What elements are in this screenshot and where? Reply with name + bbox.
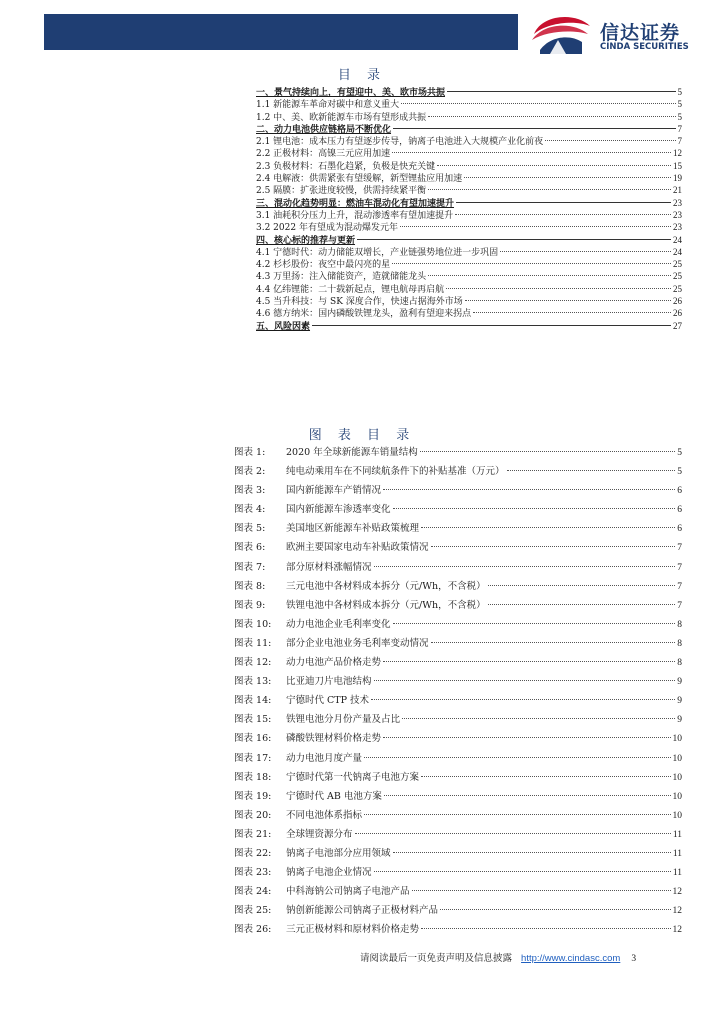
- figure-list-entry[interactable]: [234, 443, 682, 462]
- dot-leader: [428, 189, 671, 190]
- dot-leader: [393, 128, 675, 129]
- figure-page: 12: [672, 906, 682, 917]
- figure-list-entry[interactable]: [234, 901, 682, 920]
- dot-leader: [374, 680, 676, 681]
- dot-leader: [428, 275, 671, 276]
- toc-entry-page: 21: [673, 185, 682, 196]
- toc-section-entry[interactable]: [256, 123, 682, 135]
- toc-entry-label: 2.1 锂电池：成本压力有望逐步传导，钠离子电池进入大规模产业化前夜: [256, 137, 544, 148]
- figure-list-entry[interactable]: [234, 863, 682, 882]
- toc-subsection-entry[interactable]: [256, 246, 682, 258]
- figure-number: 图表 16:: [234, 733, 272, 745]
- dot-leader: [393, 508, 676, 509]
- dot-leader: [393, 852, 671, 853]
- figure-label: 2020 年全球新能源车销量结构: [286, 447, 418, 458]
- figure-label: 动力电池企业毛利率变化: [286, 618, 391, 630]
- figure-number: 图表 13:: [234, 676, 272, 688]
- figure-label: 钠离子电池部分应用领域: [286, 847, 391, 859]
- logo-text-cn: 信达证券: [600, 22, 681, 44]
- figure-page: 8: [677, 638, 682, 649]
- dot-leader: [392, 152, 671, 153]
- toc-subsection-entry[interactable]: [256, 111, 682, 123]
- figure-label: 磷酸铁锂材料价格走势: [286, 733, 382, 745]
- figure-list-entry[interactable]: [234, 806, 682, 825]
- dot-leader: [455, 214, 671, 215]
- dot-leader: [384, 795, 671, 796]
- dot-leader: [420, 451, 676, 452]
- figure-page: 11: [672, 868, 682, 879]
- dot-leader: [464, 177, 671, 178]
- figure-label: 钠创新能源公司钠离子正极材料产品: [286, 905, 439, 917]
- figure-label: 部分原材料涨幅情况: [286, 561, 372, 573]
- figure-label: 动力电池产品价格走势: [286, 657, 382, 669]
- figure-list-entry[interactable]: [234, 577, 682, 596]
- figure-label: 钠离子电池企业情况: [286, 867, 372, 879]
- figure-list-entry[interactable]: [234, 500, 682, 519]
- toc-entry-label: 三、混动化趋势明显：燃油车混动化有望加速提升: [256, 198, 455, 209]
- toc-entry-label: 2.4 电解液：供需紧张有望缓解，新型锂盐应用加速: [256, 174, 463, 185]
- footer-disclaimer: 请阅读最后一页免责声明及信息披露: [360, 953, 513, 964]
- toc-section-entry[interactable]: [256, 234, 682, 246]
- toc-subsection-entry[interactable]: [256, 172, 682, 184]
- toc-entry-label: 四、核心标的推荐与更新: [256, 235, 356, 246]
- figure-list-entry[interactable]: [234, 615, 682, 634]
- dot-leader: [400, 226, 671, 227]
- dot-leader: [364, 757, 670, 758]
- figure-list-entry[interactable]: [234, 653, 682, 672]
- toc-entry-page: 19: [673, 173, 682, 184]
- dot-leader: [431, 546, 676, 547]
- figure-number: 图表 3:: [234, 485, 266, 497]
- toc-entry-page: 23: [673, 197, 682, 208]
- dot-leader: [428, 116, 675, 117]
- dot-leader: [488, 585, 676, 586]
- figure-label: 宁德时代 CTP 技术: [286, 695, 370, 707]
- toc-entry-page: 25: [673, 271, 682, 282]
- toc-entry-page: 15: [673, 160, 682, 171]
- figure-number: 图表 8:: [234, 580, 266, 592]
- toc-entry-page: 27: [673, 320, 682, 331]
- toc-entry-page: 12: [673, 148, 682, 159]
- dot-leader: [446, 288, 671, 289]
- toc-subsection-entry[interactable]: [256, 221, 682, 233]
- figure-label: 纯电动乘用车在不同续航条件下的补贴基准（万元）: [286, 466, 505, 478]
- toc-entry-page: 26: [673, 308, 682, 319]
- figure-page: 7: [677, 600, 682, 611]
- figure-list-entry[interactable]: [234, 825, 682, 844]
- dot-leader: [545, 140, 675, 141]
- dot-leader: [392, 263, 671, 264]
- figure-label: 动力电池月度产量: [286, 752, 363, 764]
- toc-subsection-entry[interactable]: [256, 283, 682, 295]
- figure-list-entry[interactable]: [234, 710, 682, 729]
- figure-list-entry[interactable]: [234, 920, 682, 939]
- figure-number: 图表 9:: [234, 599, 266, 611]
- figure-page: 12: [672, 925, 682, 936]
- toc-entry-page: 26: [673, 296, 682, 307]
- logo-mark-icon: [528, 10, 594, 56]
- toc-entry-page: 25: [673, 259, 682, 270]
- toc-entry-label: 4.3 万里扬：注入储能资产，造就储能龙头: [256, 272, 427, 283]
- figure-list-entry[interactable]: [234, 787, 682, 806]
- dot-leader: [355, 833, 671, 834]
- toc-entry-page: 5: [677, 111, 682, 122]
- toc-title: 目 录: [337, 68, 387, 83]
- figure-number: 图表 22:: [234, 847, 272, 859]
- toc-subsection-entry[interactable]: [256, 270, 682, 282]
- toc-entry-label: 2.5 隔膜：扩张进度较慢，供需持续紧平衡: [256, 186, 427, 197]
- figure-list-entry[interactable]: [234, 729, 682, 748]
- toc-entry-label: 二、动力电池供应链格局不断优化: [256, 124, 392, 135]
- toc-subsection-entry[interactable]: [256, 147, 682, 159]
- dot-leader: [402, 718, 675, 719]
- toc-entry-page: 5: [677, 87, 682, 97]
- figure-page: 10: [672, 791, 682, 802]
- toc-entry-label: 1.2 中、美、欧新能源车市场有望形成共振: [256, 112, 427, 123]
- toc-subsection-entry[interactable]: [256, 160, 682, 172]
- dot-leader: [383, 489, 675, 490]
- figure-page: 10: [672, 753, 682, 764]
- figure-number: 图表 5:: [234, 523, 266, 535]
- figure-page: 9: [677, 677, 682, 688]
- figure-number: 图表 14:: [234, 695, 272, 707]
- figure-label: 比亚迪刀片电池结构: [286, 676, 372, 688]
- toc-section-entry[interactable]: [256, 197, 682, 209]
- toc-entry-label: 3.2 2022 年有望成为混动爆发元年: [256, 223, 398, 234]
- figure-list-entry[interactable]: [234, 558, 682, 577]
- dot-leader: [401, 103, 675, 104]
- figure-page: 7: [677, 562, 682, 573]
- dot-leader: [371, 699, 675, 700]
- page-footer: [360, 950, 690, 964]
- figure-list-entry[interactable]: [234, 672, 682, 691]
- dot-leader: [421, 776, 670, 777]
- figure-page: 6: [677, 505, 682, 516]
- figure-page: 9: [677, 696, 682, 707]
- dot-leader: [447, 91, 675, 92]
- figure-list-entry[interactable]: [234, 882, 682, 901]
- toc-entry-label: 3.1 油耗积分压力上升，混动渗透率有望加速提升: [256, 210, 454, 221]
- figure-label: 美国地区新能源车补贴政策梳理: [286, 523, 420, 535]
- toc-entry-page: 24: [673, 234, 682, 245]
- figure-label: 宁德时代 AB 电池方案: [286, 790, 382, 802]
- figure-number: 图表 2:: [234, 466, 266, 478]
- figure-list-entry[interactable]: [234, 481, 682, 500]
- toc-entry-page: 23: [673, 222, 682, 233]
- figure-number: 图表 11:: [234, 637, 272, 649]
- figure-page: 9: [677, 715, 682, 726]
- dot-leader: [312, 325, 671, 326]
- toc-entry-label: 2.2 正极材料：高镍三元应用加速: [256, 149, 391, 160]
- toc-entry-label: 2.3 负极材料：石墨化趋紧，负极是快充关键: [256, 161, 436, 172]
- figure-list-entry[interactable]: [234, 538, 682, 557]
- toc-entry-label: 1.1 新能源车革命对碳中和意义重大: [256, 100, 400, 111]
- toc-subsection-entry[interactable]: [256, 295, 682, 307]
- figure-number: 图表 25:: [234, 905, 272, 917]
- toc-entry-page: 5: [677, 99, 682, 110]
- figure-page: 7: [677, 543, 682, 554]
- figure-label: 不同电池体系指标: [286, 809, 363, 821]
- figure-list-title: 图 表 目 录: [308, 428, 416, 443]
- figure-number: 图表 21:: [234, 828, 272, 840]
- toc-entry-page: 25: [673, 283, 682, 294]
- figure-list-entry[interactable]: [234, 768, 682, 787]
- toc-entry-label: 一、景气持续向上，有望迎中、美、欧市场共振: [256, 88, 446, 98]
- figure-number: 图表 18:: [234, 771, 272, 783]
- figure-number: 图表 20:: [234, 809, 272, 821]
- figure-page: 8: [677, 619, 682, 630]
- figure-list-entry[interactable]: [234, 462, 682, 481]
- dot-leader: [364, 814, 670, 815]
- page-number: 3: [631, 954, 637, 964]
- figure-number: 图表 4:: [234, 504, 266, 516]
- dot-leader: [412, 890, 671, 891]
- toc-entry-page: 7: [677, 123, 682, 134]
- dot-leader: [374, 871, 671, 872]
- dot-leader: [383, 661, 675, 662]
- dot-leader: [431, 642, 676, 643]
- figure-list-entry[interactable]: [234, 596, 682, 615]
- figure-list-entry[interactable]: [234, 691, 682, 710]
- toc-subsection-entry[interactable]: [256, 184, 682, 196]
- header-band: [44, 14, 518, 50]
- figure-number: 图表 17:: [234, 752, 272, 764]
- figure-page: 11: [672, 848, 682, 859]
- figure-page: 8: [677, 658, 682, 669]
- figure-number: 图表 12:: [234, 657, 272, 669]
- figure-number: 图表 24:: [234, 886, 272, 898]
- dot-leader: [473, 312, 671, 313]
- figure-list-entry[interactable]: [234, 519, 682, 538]
- company-logo: [528, 10, 718, 56]
- dot-leader: [421, 928, 670, 929]
- dot-leader: [421, 527, 675, 528]
- figure-number: 图表 7:: [234, 561, 266, 573]
- toc-section-entry[interactable]: [256, 86, 682, 98]
- table-of-contents: [256, 86, 682, 332]
- figure-page: 12: [672, 887, 682, 898]
- figure-page: 6: [677, 486, 682, 497]
- toc-entry-label: 4.6 德方纳米：国内磷酸铁锂龙头，盈利有望迎来拐点: [256, 309, 472, 320]
- figure-number: 图表 23:: [234, 867, 272, 879]
- figure-label: 铁锂电池中各材料成本拆分（元/Wh，不含税）: [286, 599, 486, 611]
- toc-entry-page: 7: [677, 136, 682, 147]
- toc-subsection-entry[interactable]: [256, 258, 682, 270]
- figure-page: 7: [677, 581, 682, 592]
- dot-leader: [488, 604, 676, 605]
- logo-text-en: CINDA SECURITIES: [600, 42, 689, 52]
- figure-page: 10: [672, 772, 682, 783]
- dot-leader: [374, 566, 676, 567]
- figure-number: 图表 26:: [234, 924, 272, 936]
- figure-number: 图表 1:: [234, 447, 266, 458]
- toc-subsection-entry[interactable]: [256, 135, 682, 147]
- figure-label: 欧洲主要国家电动车补贴政策情况: [286, 542, 429, 554]
- figure-list-entry[interactable]: [234, 749, 682, 768]
- dot-leader: [393, 623, 676, 624]
- figure-page: 6: [677, 524, 682, 535]
- dot-leader: [456, 202, 671, 203]
- toc-subsection-entry[interactable]: [256, 209, 682, 221]
- dot-leader: [465, 300, 671, 301]
- toc-entry-label: 4.5 当升科技：与 SK 深度合作，快速占据海外市场: [256, 297, 463, 308]
- toc-section-entry[interactable]: [256, 320, 682, 332]
- figure-label: 国内新能源车产销情况: [286, 485, 382, 497]
- figure-label: 中科海钠公司钠离子电池产品: [286, 886, 410, 898]
- footer-website-link[interactable]: http://www.cindasc.com: [521, 953, 621, 964]
- dot-leader: [500, 251, 671, 252]
- figure-number: 图表 10:: [234, 618, 272, 630]
- toc-entry-label: 4.1 宁德时代：动力储能双增长，产业链强势地位进一步巩固: [256, 247, 499, 258]
- figure-label: 国内新能源车渗透率变化: [286, 504, 391, 516]
- figure-page: 10: [672, 810, 682, 821]
- dot-leader: [440, 909, 670, 910]
- toc-entry-page: 24: [673, 246, 682, 257]
- dot-leader: [507, 470, 676, 471]
- toc-subsection-entry[interactable]: [256, 98, 682, 110]
- figure-label: 宁德时代第一代钠离子电池方案: [286, 771, 420, 783]
- toc-entry-page: 23: [673, 209, 682, 220]
- figure-page: 5: [677, 467, 682, 478]
- figure-label: 三元电池中各材料成本拆分（元/Wh，不含税）: [286, 580, 486, 592]
- figure-list-entry[interactable]: [234, 844, 682, 863]
- figure-number: 图表 19:: [234, 790, 272, 802]
- figure-list: [234, 443, 682, 939]
- dot-leader: [383, 737, 670, 738]
- figure-page: 5: [677, 448, 682, 458]
- dot-leader: [437, 165, 671, 166]
- toc-entry-label: 4.2 杉杉股份：夜空中最闪亮的星: [256, 260, 391, 271]
- dot-leader: [357, 239, 671, 240]
- toc-entry-label: 五、风险因素: [256, 321, 311, 332]
- figure-page: 11: [672, 829, 682, 840]
- figure-label: 部分企业电池业务毛利率变动情况: [286, 637, 429, 649]
- figure-label: 三元正极材料和原材料价格走势: [286, 924, 420, 936]
- figure-list-entry[interactable]: [234, 634, 682, 653]
- figure-label: 铁锂电池分月份产量及占比: [286, 714, 401, 726]
- figure-number: 图表 6:: [234, 542, 266, 554]
- figure-number: 图表 15:: [234, 714, 272, 726]
- figure-page: 10: [672, 734, 682, 745]
- toc-subsection-entry[interactable]: [256, 307, 682, 319]
- figure-label: 全球锂资源分布: [286, 828, 353, 840]
- toc-entry-label: 4.4 亿纬锂能：二十载新起点，锂电航母再启航: [256, 284, 445, 295]
